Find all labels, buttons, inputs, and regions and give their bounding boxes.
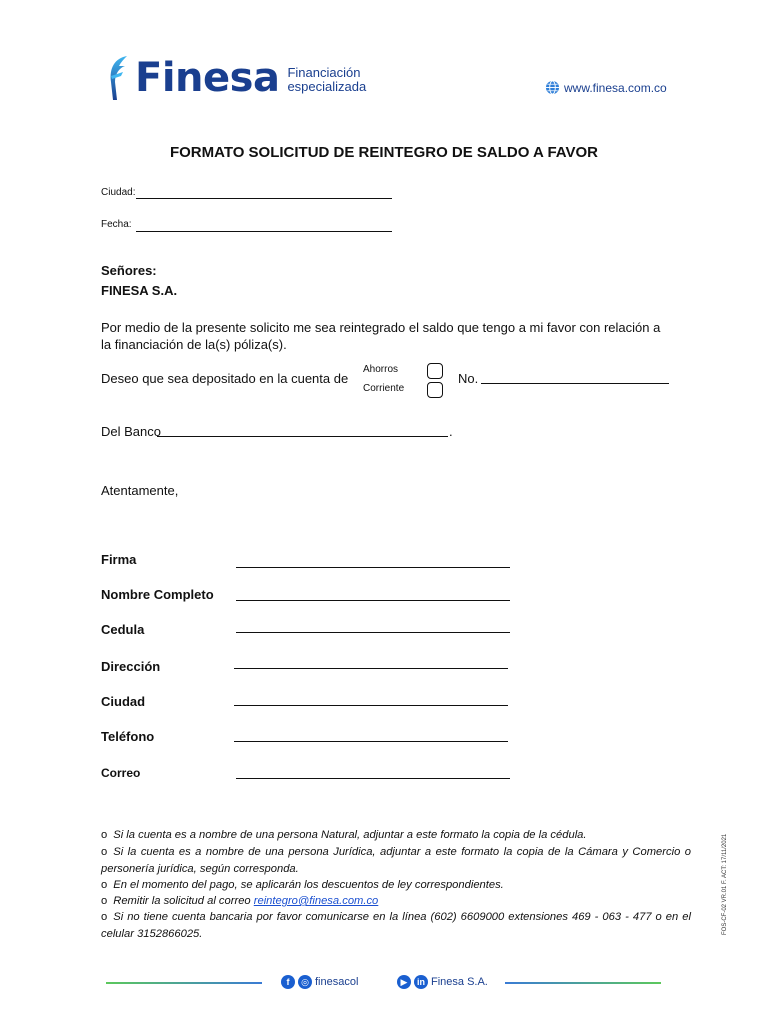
checking-checkbox[interactable] [427, 382, 443, 398]
email-field[interactable] [236, 778, 510, 779]
note-send-request [101, 893, 691, 910]
youtube-icon[interactable]: ▶ [397, 975, 411, 989]
finesa-logo-icon [105, 54, 131, 102]
account-number-field[interactable] [481, 383, 669, 384]
brand-logo [105, 54, 366, 102]
facebook-icon[interactable]: f [281, 975, 295, 989]
full-name-field[interactable] [236, 600, 510, 601]
bullet: o [101, 911, 108, 923]
addressee-greeting: Señores: [101, 263, 157, 278]
note-text: Remitir la solicitud al correo [113, 895, 251, 907]
note-legal-person [101, 844, 691, 877]
document-code: FOS-CF-02 VR.01 F. ACT: 17/11/2021 [722, 833, 728, 935]
social-finesa-sa[interactable] [397, 975, 488, 989]
savings-label: Ahorros [363, 364, 399, 375]
page-title: FORMATO SOLICITUD DE REINTEGRO DE SALDO A FAVOR [169, 144, 599, 161]
signature-field[interactable] [236, 567, 510, 568]
account-number-label: No. [458, 371, 479, 386]
address-field[interactable] [234, 668, 508, 669]
note-natural-person [101, 827, 691, 844]
bullet: o [101, 846, 108, 858]
signature-label: Firma [101, 552, 137, 567]
bank-label: Del Banco [101, 424, 161, 439]
id-number-field[interactable] [236, 632, 510, 633]
phone-field[interactable] [234, 741, 508, 742]
note-deductions [101, 877, 691, 894]
website-link[interactable]: www.finesa.com.co [564, 80, 667, 95]
brand-name: Finesa [135, 55, 280, 101]
date-label: Fecha: [101, 219, 132, 230]
social-company[interactable]: Finesa S.A. [431, 976, 488, 988]
tagline-line-1: Financiación [287, 65, 361, 80]
footer-line-left [106, 982, 262, 984]
globe-icon [545, 80, 560, 95]
email-link[interactable]: reintegro@finesa.com.co [253, 895, 379, 907]
instagram-icon[interactable]: ◎ [298, 975, 312, 989]
closing: Atentamente, [101, 483, 179, 498]
website[interactable] [545, 80, 667, 95]
phone-label: Teléfono [101, 729, 155, 744]
tagline-line-2: especializada [287, 79, 367, 94]
request-paragraph-line-1: Por medio de la presente solicito me sea reintegrado el saldo que tengo a mi favor con relación a [101, 320, 661, 335]
addressee-company: FINESA S.A. [101, 283, 178, 298]
deposit-text: Deseo que sea depositado en la cuenta de [101, 371, 349, 386]
id-number-label: Cedula [101, 622, 145, 637]
city-field[interactable] [136, 198, 392, 199]
note-text: Si la cuenta es a nombre de una persona Jurídica, adjuntar a este formato la copia de la Cámara y Comercio o personería jurídica, según corresponda. [101, 846, 691, 875]
bullet: o [101, 879, 108, 891]
city-signature-label: Ciudad [101, 694, 146, 709]
address-label: Dirección [101, 659, 161, 674]
footer-line-right [505, 982, 661, 984]
linkedin-icon[interactable]: in [414, 975, 428, 989]
bullet: o [101, 829, 108, 841]
note-text: Si no tiene cuenta bancaria por favor comunicarse en la línea (602) 6609000 extensiones 469 - 063 - 477 o en el celular 3152866025. [101, 911, 691, 940]
note-text: Si la cuenta es a nombre de una persona Natural, adjuntar a este formato la copia de la cédula. [113, 829, 587, 841]
city-signature-field[interactable] [234, 705, 508, 706]
bank-field[interactable] [157, 436, 448, 437]
savings-checkbox[interactable] [427, 363, 443, 379]
checking-label: Corriente [363, 383, 405, 394]
bank-period: . [449, 424, 453, 439]
city-label: Ciudad: [101, 187, 136, 198]
note-no-bank-account [101, 909, 691, 942]
note-text: En el momento del pago, se aplicarán los descuentos de ley correspondientes. [113, 879, 504, 891]
brand-tagline [287, 66, 366, 94]
date-field[interactable] [136, 231, 392, 232]
full-name-label: Nombre Completo [101, 587, 214, 602]
email-label: Correo [101, 766, 141, 780]
bullet: o [101, 895, 108, 907]
social-handle[interactable]: finesacol [315, 976, 359, 988]
social-finesacol[interactable] [281, 975, 358, 989]
request-paragraph-line-2: la financiación de la(s) póliza(s). [101, 337, 287, 352]
